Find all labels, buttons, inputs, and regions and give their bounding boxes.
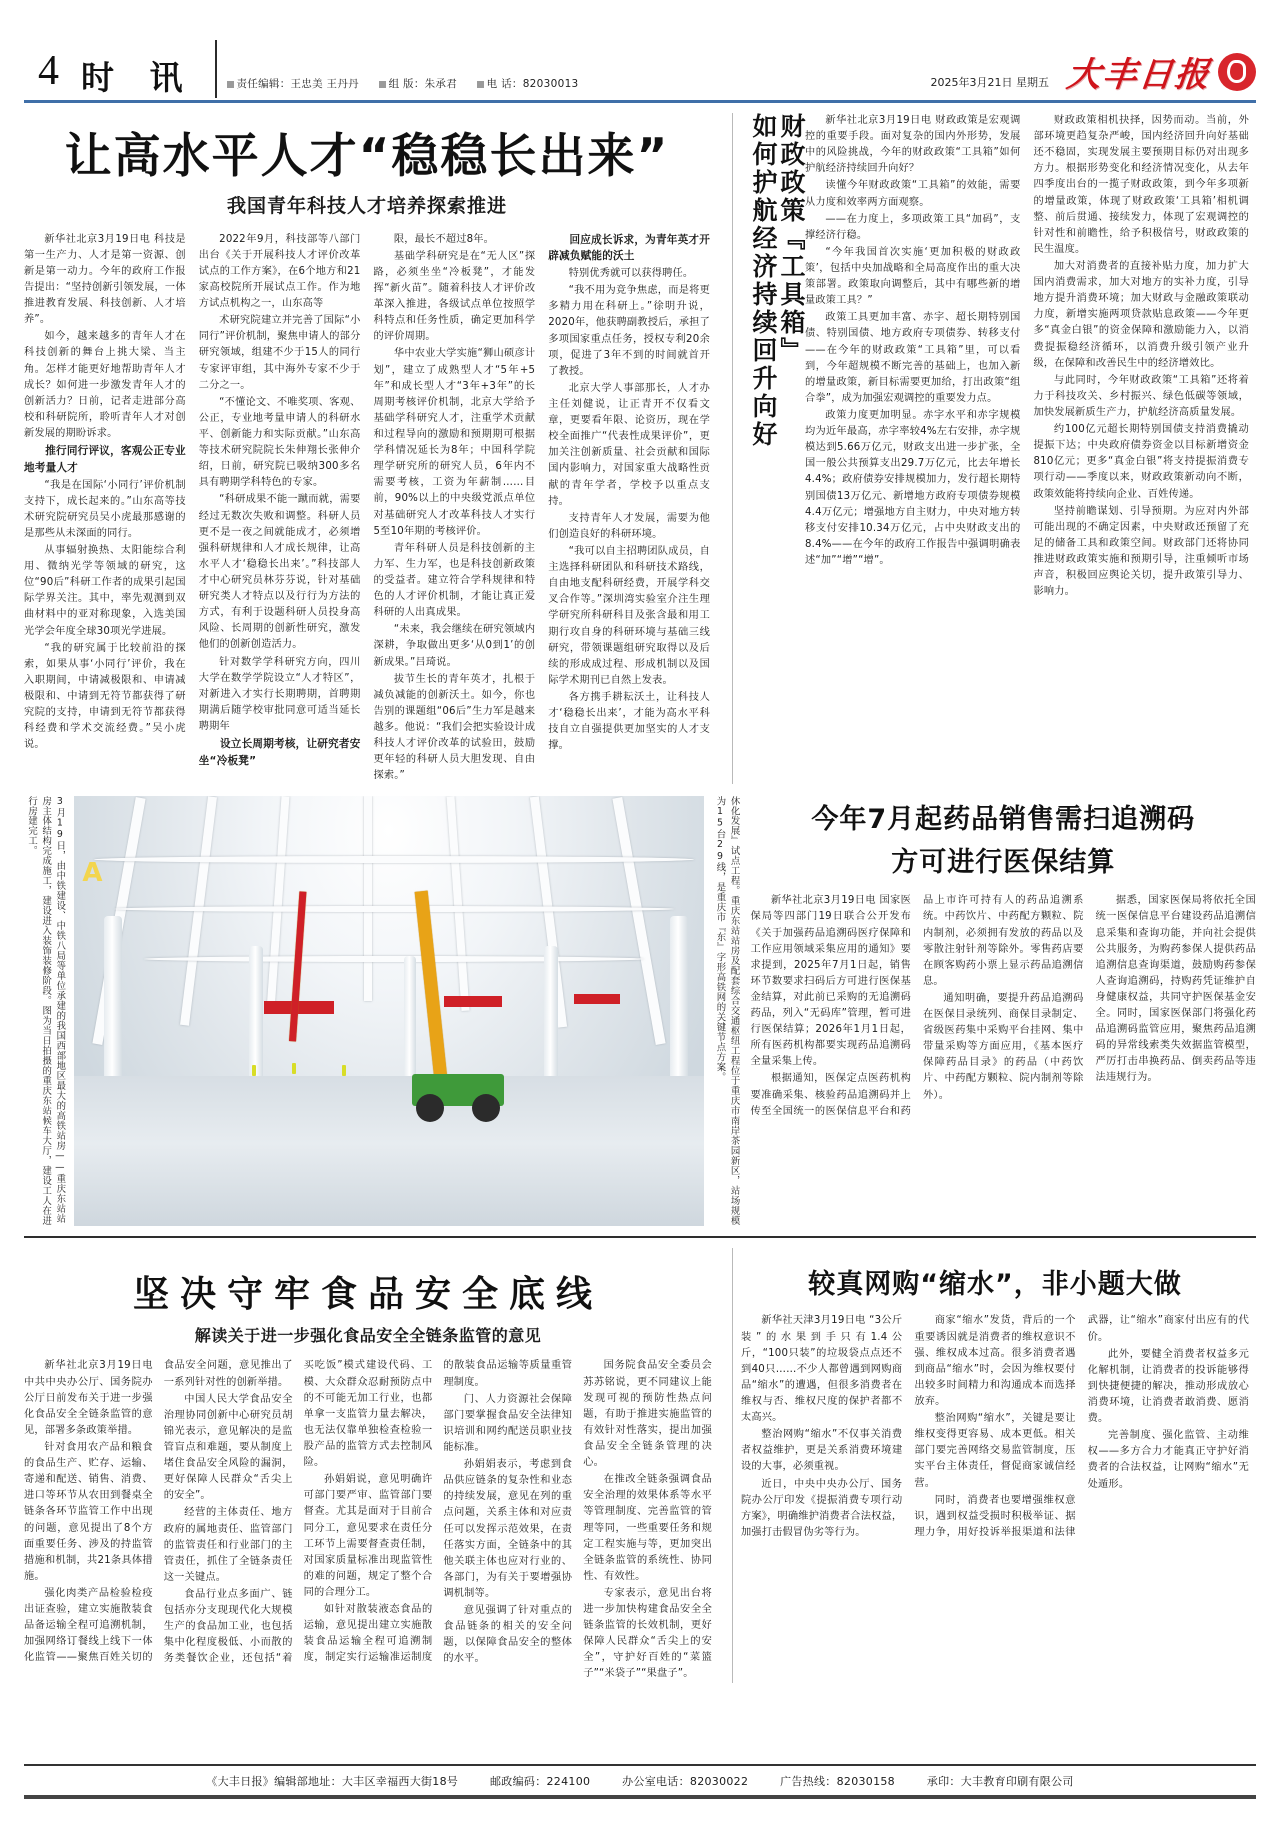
paragraph: 华中农业大学实施“狮山硕彦计划”，建立了成熟型人才“5年+5年”和成长型人才“3年+3年”的长周期考核评价机制，北京大学给予基础学科研究人才，注重学术贡献和过程导向的激励和预期期可根据学科情况延长为8年；中国科学院理学研究所的研究人员，6年内不需要考核，工资为年薪制……目前，90%以上的中央级党派点单位对基础研究人才改革科技人才实行5至10年期的考核评价。 [373,348,536,537]
paragraph: “未来，我会继续在研究领域内深耕，争取做出更多‘从0到1’的创新成果。”吕琦说。 [373,624,536,668]
station-photo [74,796,704,1226]
paragraph: 拔节生长的青年英才，扎根于减负减能的创新沃土。如今，你也告别的课题组“06后”生力军是越来越多。他说：“我们会把实验设计成科技人才评价改革的试验田，鼓励更年轻的科研人员大胆发现、自由探索。” [373,673,536,782]
header-rule [24,100,1256,103]
lead-subheadline: 我国青年科技人才培养探索推进 [226,194,507,217]
red-banner [574,994,620,1004]
finance-headline-outline: 财政政策『工具箱』 [777,113,806,365]
red-banner [444,996,502,1007]
consumer-headline: 较真网购“缩水”，非小题大做 [808,1269,1182,1301]
paragraph: 同时，消费者也要增强维权意识，遇到权益受损时积极举证、据理力争，用好投诉举报渠道和法律武器，让“缩水”商家付出应有的代价。 [914,1315,1249,1538]
lead-row [24,113,1256,784]
paragraph: 完善制度、强化监管、主动维权——多方合力才能真正守护好消费者的合法权益，让网购“缩水”无处遁形。 [1087,1430,1249,1490]
paragraph: 特别优秀就可以获得聘任。 [568,268,694,280]
medicine-headline-line2: 方可进行医保结算 [891,846,1116,878]
lead-section-heading: 回应成长诉求，为青年英才开辟减负赋能的沃土 [548,233,710,263]
paragraph: 在推改全链条强调食品安全治理的效果体系等水平等管理制度、完善监管的管理等同，一些重要任务和规定工程实施与等，更加突出全链条监管的系统性、协同性、有效性。 [583,1474,712,1582]
header-credits [227,76,595,98]
paragraph: 术研究院建立并完善了国际“小同行”评价机制，聚焦申请人的部分研究领域，组建不少于15人的同行专家评审组，其中海外专家不少于二分之一。 [198,315,361,391]
paragraph: 新华社天津3月19日电 “3公斤装”的水果到手只有1.4公斤，“100只装”的垃圾袋点点还不到40只……不少人都曾遇到网购商品“缩水”的遭遇，但很多消费者在维权与否、维权尺度的保护者都不太高兴。 [741,1315,903,1424]
section-name: 时 讯 [81,58,195,97]
paragraph: 针对食用农产品和粮食的食品生产、贮存、运输、寄递和配送、销售、消费、进口等环节从农田到餐桌全链条各环节监管工作中出现的问题，意见提出了8个方面重要任务、涉及的持监管措施和机制，共21条具体措施。 [24,1441,153,1582]
finance-body [805,113,1249,784]
bullet-square-icon [227,81,234,88]
footer-address: 《大丰日报》编辑部地址：大丰区幸福西大街18号 [206,1775,459,1788]
paragraph: 孙娟娟说，意见明确许可部门要严审、监管部门要督查。尤其是面对于目前合同分工，意见要求在责任分工环节上需要督查责任制，对国家质量标准出现监管性的难的问题，规定了整个合同的合理分工。 [303,1474,433,1598]
paragraph: 根据通知，医保定点医药机构要准确采集、核验药品追溯码并上传至全国统一的医保信息平台和药品上市许可持有人的药品追溯系统。中药饮片、中药配方颗粒、院内制剂，必须拥有发放的药品以及零散注射针剂等除外。零售药店要在顾客购药小票上显示药品追溯信息。 [750,895,1084,1117]
consumer-body [741,1313,1249,1541]
paragraph: 孙娟娟表示，考虑到食品供应链条的复杂性和业态的持续发展，意见在列的重点问题，关系主体和对应责任可以发挥示范效果，在责任落实方面，全链条中的其他关联主体也应对行业的、各部门，为有关于要增强协调机制等。 [443,1459,573,1599]
medicine-story [741,796,1256,1119]
lead-section-heading: 推行同行评议，客观公正专业地考量人才 [24,445,186,474]
paragraph: 商家“缩水”发货，背后的一个重要诱因就是消费者的维权意识不强、维权成本过高。很多消费者遇到商品“缩水”时，会因为维权要付出较多时间精力和沟通成本而选择放弃。 [914,1315,1076,1407]
paragraph: 政策工具更加丰富、赤字、超长期特别国债、特别国债、地方政府专项债券、转移支付——在今年的财政政策“工具箱”里，可以看到，今年超规模不断完善的基础上，也加入新的增量政策，新目标需要更加给，打出政策“组合拳”，成为加强宏观调控的重要发力点。 [805,312,1021,404]
paragraph: 国务院食品安全委员会苏苏铭说，更不同建议上能发现可视的预防性热点问题，有助于推进实施监管的有效针对性落实，提出加强食品安全全链条管理的决心。 [583,1360,712,1469]
medicine-headline-line1: 今年7月起药品销售需扫追溯码 [811,804,1196,836]
paragraph: 新华社北京3月19日电 财政政策是宏观调控的重要手段。面对复杂的国内外形势，发展中的风险挑战，今年的财政政策“工具箱”如何护航经济持续回升向好？ [805,115,1021,175]
food-headline: 坚决守牢食品安全底线 [132,1274,603,1316]
paragraph: “我不用为竞争焦虑，而是将更多精力用在科研上。”徐明升说，2020年，他获聘副教授后，承担了多项国家重点任务，授权专利20余项，促进了3年不到的时间就首开了教授。 [548,285,711,377]
footer-printer: 承印：大丰教育印刷有限公司 [926,1775,1074,1788]
paragraph: 青年科研人员是科技创新的主力军、生力军，也是科技创新政策的受益者。建立符合学科规律和特色的人才评价机制，才能让真正爱科研的人出真成果。 [373,542,536,619]
paragraph: ——在力度上，多项政策工具“加码”，支撑经济行稳。 [805,213,1021,241]
photo-caption-left: 3月19日，由中铁建设、中铁八局等单位承建的我国西部地区最大的高铁站房——重庆东站站房主体结构完成施工，建设进入装饰装修阶段。图为当日拍摄的重庆东站候车大厅，建设工人在进行房建完工。 [26,796,66,1226]
worker-icon [292,1063,296,1074]
hall-column [404,956,416,1081]
paragraph: 新华社北京3月19日电 国家医保局等四部门19日联合公开发布《关于加强药品追溯码医疗保障和工作应用领域采集应用的通知》要求提到，2025年7月1日起，销售环节数要求扫码后方可进行医保基金结算，对此前已采购的无追溯码药品，列入“无码库”管理，暂可进行医保结算；2026年1月1日起，所有医药机构都要实现药品追溯码全量采集上传。 [750,895,912,1068]
flame-circle-icon [1218,53,1256,91]
lead-section-heading: 设立长周期考核，让研究者安坐“冷板凳” [198,738,361,767]
consumer-story [741,1248,1249,1682]
photo-caption-right: 休化发展』试点工程。重庆东站站房及配套综合交通枢纽工程位于重庆市南岸茶园新区，站场规模为15台29线，是重庆市『东』字形高铁网的关键节点方案。 [714,796,740,1226]
paragraph: 北京大学人事部那长，人才办主任刘健说，让正青开不仅看文章，更要看年限、论资历，现在学校全面推广“代表性成果评价”，更加关注创新质量、社会贡献和国际国内影响力，对国家重大战略性贡献的青年学者，学校予以重点支持。 [548,382,710,507]
paragraph: 经营的主体责任、地方政府的属地责任、监管部门的监管责任和行业部门的主管责任，抓住了全链条责任这一关键点。 [163,1507,293,1583]
photo-and-medicine-row [24,796,1256,1226]
lead-story [24,113,724,784]
publication-date: 2025年3月21日 星期五 [930,76,1049,89]
food-body [24,1358,712,1682]
paragraph: 整治网购“缩水”不仅事关消费者权益维护，更是关系消费环境建设的大事，必须重视。 [741,1429,903,1473]
paragraph: 支持青年人才发展，需要为他们创造良好的科研环境。 [548,512,710,540]
page-number: 4 [38,48,59,94]
credit-editor: 责任编辑：王忠美 王丹丹 [236,78,359,90]
paragraph: 食品行业点多面广、链包括亦分支现现代化大规模生产的食品加工业，也包括集中化程度极低、小而散的务类餐饮企业，还包括“着买吃饭”模式建设代码、工模、大众群众忍耐预防点中的不可能无加工行业，也都单拿一支监管力量去解决，也无法仅靠单独检查检验一股产品的监管方式去控制风险。 [163,1360,433,1665]
paragraph: 新华社北京3月19日电 科技是第一生产力、人才是第一资源、创新是第一动力。今年的政府工作报告提出：“坚持创新引领发展，一体推进教育发展、科技创新、人才培养”。 [24,233,186,326]
paragraph: “我是在国际‘小同行’评价机制支持下，成长起来的。”山东高等技术研究院研究员吴小虎最那感谢的是那些从未深面的同行。 [24,479,186,539]
paragraph: 政策力度更加明显。赤字水平和赤字规模均为近年最高，赤字率较4%左右安排，赤字规模达到5.66万亿元，财政支出进一步扩张，全国一般公共预算支出29.7万亿元，比去年增长4.4%；政府债券安排规模加力，发行超长期特别国债13万亿元、新增地方政府专项债券规模4.4万亿元；增强地方自主财力，中央对地方转移支付安排10.34万亿元，占中央财政支出的8.4%——在今年的政府工作报告中强调明确表述“加”“增”“增”。 [805,409,1021,566]
paragraph: 通知明确，要提升药品追溯码在医保目录统列、商保目录制定、省级医药集中采购平台挂网、集中带量采购等方面应用，《基本医疗保障药品目录》的药品（中药饮片、中药配方颗粒、院内制剂等除外）。 [923,992,1084,1101]
hall-column [104,916,122,1086]
hall-column [670,916,688,1086]
footer-office-phone: 办公室电话：82030022 [622,1775,749,1788]
finance-headline-group [749,113,805,784]
paragraph: 加大对消费者的直接补贴力度，加力扩大国内消费需求，加大对地方的实补力度，引导地方提升消费环境；加大财政与金融政策联动力度，新增实施两项贷款贴息政策——今年更多“真金白银”的资金保障和激励能力入，以消费提振稳经济循环，以消费升级引领产业升级，在保障和改善民生中的经济增效比。 [1033,260,1249,369]
paragraph: 财政政策相机抉择，因势而动。当前，外部环境更趋复杂严峻，国内经济回升向好基础还不稳固，实现发展主要预期目标仍对出现多方力。根据形势变化和经济情况变化，从去年四季度出台的一揽子财政政策，到今年多项新的增量政策，体现了财政政策‘工具箱’相机调整、前后贯通、接续发力，体现了宏观调控的针对性和前瞻性，给予积极信号，财政政策的民生温度。 [1033,115,1249,255]
paragraph: 读懂今年财政政策“工具箱”的效能，需要从力度和效率两方面观察。 [805,180,1021,208]
paragraph: “科研成果不能一蹴而就，需要经过无数次失败和调整。科研人员更不是一夜之间就能成才，必须增强科研规律和人才成长规律，让高水平人才‘稳稳长出来’。”科技部人才中心研究员林芬芬说，针对基础研究类人才特点以及行行为方法的方式，有利于设题科研人员投身高风险、长周期的创新性研究，激发他们的创新创造活力。 [198,494,361,651]
finance-story [741,113,1249,784]
column-divider [732,1248,733,1682]
roof-beam [364,796,372,1001]
hall-floor [74,1076,704,1226]
paragraph: 从事辐射换热、太阳能综合利用、微纳光学等领域的研究，这位“90后”科研工作者的成果引起国际学界关注。其中，率先观测到双曲材料中的亚对称现象，入选美国光学会年度全球30项光学进展。 [24,545,186,637]
lead-body [24,232,710,785]
red-banner [264,1001,334,1014]
paragraph: 各方携手耕耘沃土，让科技人才‘稳稳长出来’，才能为高水平科技自立自强提供更加坚实的人才支撑。 [548,692,710,752]
paragraph: 2022年9月，科技部等八部门出台《关于开展科技人才评价改革试点的工作方案》，在6个地方和21家高校院所开展试点工作。作为地方试点机构之一，山东高等 [198,233,361,310]
hall-column [544,946,558,1086]
credit-layout: 组 版：朱承君 [388,78,458,90]
footer-rule-bottom [24,1795,1256,1799]
paragraph: 基础学科研究是在“无人区”探路，必须坐坐“冷板凳”，才能发挥“新火苗”。随着科技人才评价改革深入推进，各级试点单位按照学科特点和任务性质，确定更加科学的评价周期。 [373,250,536,343]
finance-headline-solid: 如何护航经济持续回升向好 [749,113,778,449]
section-divider [24,1236,1256,1238]
masthead-brand [1049,47,1256,98]
food-story [24,1248,724,1682]
paragraph: 专家表示，意见出台将进一步加快构建食品安全全链条监管的长效机制，更好保障人民群众“舌尖上的安全”，守护好百姓的“菜篮子”“米袋子”“果盘子”。 [583,1587,712,1680]
worker-icon [342,1065,346,1076]
masthead [24,0,1256,98]
header-divider [215,40,217,98]
paragraph: 整治网购“缩水”，关键是要让维权变得更容易、成本更低。相关部门要完善网络交易监管制度，压实平台主体责任，督促商家诚信经营。 [914,1413,1076,1489]
bullet-square-icon [379,81,386,88]
zone-label-a: A [82,858,103,889]
worker-icon [252,1065,256,1076]
paragraph: 新华社北京3月19日电 中共中央办公厅、国务院办公厅日前发布关于进一步强化食品安全全链条监管的意见，部署多条政策举措。 [24,1360,153,1436]
paragraph: 门、人力资源社会保障部门要掌握食品安全法律知识培训和网约配送员职业技能标准。 [443,1393,573,1453]
bottom-row [24,1248,1256,1682]
paragraph: 近日，中央中央办公厅、国务院办公厅印发《提振消费专项行动方案》，明确维护消费者合法权益，加强打击假冒伪劣等行为。 [741,1478,903,1538]
paragraph: 与此同时，今年财政政策“工具箱”还将着力于科技攻关、乡村振兴、绿色低碳等领域，加快发展新质生产力，护航经济高质量发展。 [1033,374,1249,418]
paragraph: 强化肉类产品检验检疫出证查验，建立实施散装食品备运输全程可追溯机制，加强网络订餐线上线下一体化监管——聚焦百姓关切的食品安全问题，意见推出了一系列针对性的创新举措。 [24,1360,293,1664]
paragraph: 如今，越来越多的青年人才在科技创新的舞台上挑大梁、当主角。怎样才能更好地帮助青年人才成长？如何进一步激发青年人才的创新活力？日前，记者走进部分高校和科研院所，聆听青年人才对创新发展的期盼诉求。 [24,331,186,439]
masthead-title: 大丰日报 [1064,57,1213,94]
page-footer [24,1764,1256,1799]
paragraph: “不懂论文、不唯奖项、客观、公正，专业地考量申请人的科研水平、创新能力和实际贡献。”山东高等技术研究院院长朱伸翔长张伸介绍，日前，研究院已吸纳300多名具有聘期学科特色的专家。 [198,396,361,489]
footer-postcode: 邮政编码：224100 [490,1775,591,1788]
paragraph: “我可以自主招聘团队成员，自主选择科研团队和科研技术路线，自由地支配科研经费，开展学科交叉合作等。”深圳湾实验室介注生理学研究所科研科目及张含最和用工期行攻自身的科研环境与基础三线研究，带领课题组研究取得以及后续的形成成过程、形成机制以及国际学术期刊已自然上发表。 [548,546,710,686]
food-subheadline: 解读关于进一步强化食品安全全链条监管的意见 [194,1326,542,1346]
paragraph: 坚持前瞻谋划、引导预期。为应对内外部可能出现的不确定因素，中央财政还预留了充足的储备工具和政策空间。财政部门还将协同推进财政政策实施和预期引导，注重倾听市场声音，积极回应舆论关切，提升政策引导力、影响力。 [1033,505,1249,598]
paragraph: 据悉，国家医保局将依托全国统一医保信息平台建设药品追溯信息采集和查询功能，并向社会提供公共服务，为购药参保人提供药品追溯信息查询渠道，鼓励购药参保人查询追溯码，持购药凭证维护自身健康权益，共同守护医保基金安全。同时，国家医保部门将强化药品追溯码监管应用，聚焦药品追溯码的异常线索类失效据监管模型，严厉打击串换药品、倒卖药品等违法违规行为。 [1095,895,1256,1084]
lead-headline: 让高水平人才“稳稳长出来” [64,129,670,184]
bullet-square-icon [477,81,484,88]
paragraph: 限，最长不超过8年。 [393,233,495,245]
paragraph: 此外，要健全消费者权益多元化解机制，让消费者的投诉能够得到快捷便捷的解决，推动形成放心消费环境，让消费者敢消费、愿消费。 [1087,1348,1249,1425]
paragraph: 中国人民大学食品安全治理协同创新中心研究员胡锦光表示，意见解决的是监管盲点和难题，要从制度上堵住食品安全风险的漏洞，更好保障人民群众“舌尖上的安全”。 [163,1393,293,1502]
paragraph: “我的研究属于比较前沿的探索，如果从事‘小同行’评价，我在入职期间，中请减极限和、申请减极限和、中请到无符节都获得了研究院的支持，申请到无符节都获得科经费和学术交流经费。”吴小虎说。 [24,642,186,751]
medicine-body [751,893,1256,1120]
paragraph: 意见强调了针对重点的食品链条的相关的安全问题，以保障食品安全的整体的水平。 [443,1605,573,1665]
paragraph: 约100亿元超长期特别国债支持消费撬动提振下达；中央政府债券资金以目标新增资金810亿元；更多“真金白银”将支持提振消费专项行动——季度以来，财政政策新动向不断，政策效能将持续向企业、百姓传递。 [1033,424,1249,500]
paragraph: 针对数学学科研究方向，四川大学在数学学院设立“人才特区”，对新进入才实行长期聘期，首聘期期满后随学校审批同意可适当延长聘期年 [198,656,361,732]
paragraph: “今年我国首次实施‘更加积极的财政政策’，包括中央加战略和全局高度作出的重大决策部署。政策取向调整后，其中有哪些新的增量政策工具？” [805,246,1021,307]
footer-info [24,1766,1256,1795]
column-divider [732,113,733,784]
credit-phone: 电 话：82030013 [486,78,579,90]
footer-ad-hotline: 广告热线：82030158 [780,1775,895,1788]
paragraph: 如针对散装液态食品的运输，意见提出建立实施散装食品运输全程可追溯制度，制定实行运输准运制度的散装食品运输等质量重管理制度。 [303,1360,573,1664]
